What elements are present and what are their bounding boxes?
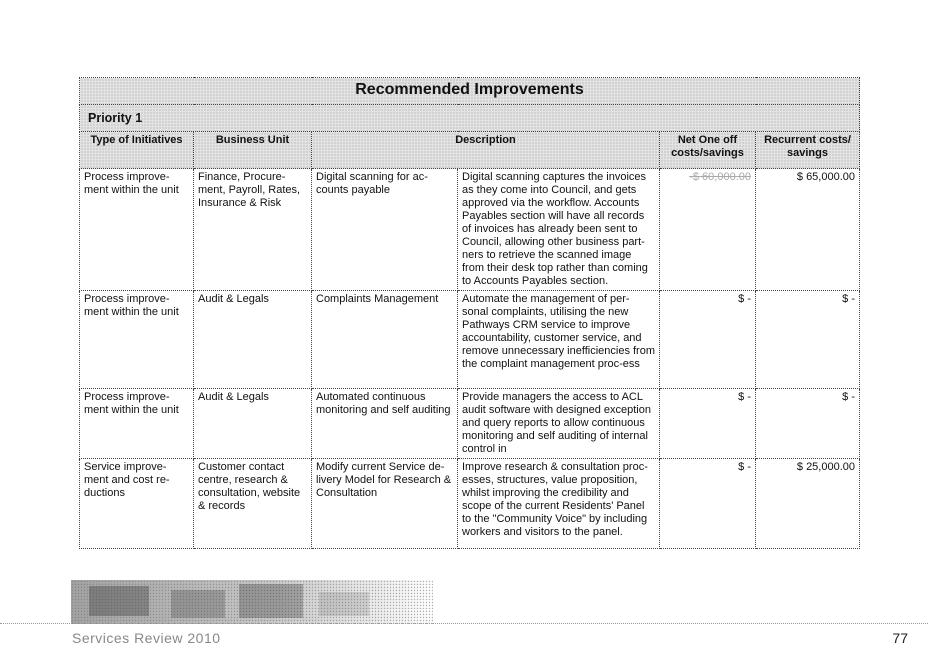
cell-detail: Improve research & consultation proc-esses, structures, value proposition, whilst improving the credibility and scope of the current Residents' Panel to the "Community Voice" by including workers and visitors to the panel. <box>458 459 660 549</box>
cell-type: Process improve-ment within the unit <box>80 389 194 459</box>
cell-net: $ - <box>660 459 756 549</box>
cell-unit: Audit & Legals <box>194 389 312 459</box>
cell-detail: Provide managers the access to ACL audit software with designed exception and query reports to allow continuous monitoring and self auditing of internal control in <box>458 389 660 459</box>
cell-type: Process improve-ment within the unit <box>80 169 194 291</box>
cell-net: $ - <box>660 291 756 389</box>
cell-unit: Finance, Procure-ment, Payroll, Rates, Insurance & Risk <box>194 169 312 291</box>
header-recurrent: Recurrent costs/ savings <box>756 132 860 169</box>
cell-recurrent: $ - <box>756 291 860 389</box>
header-description: Description <box>312 132 660 169</box>
table-row <box>80 459 860 549</box>
cell-unit: Customer contact centre, research & consultation, website & records <box>194 459 312 549</box>
table-row <box>80 291 860 389</box>
cell-net-wrap <box>660 169 756 291</box>
table-row <box>80 389 860 459</box>
cell-type: Service improve-ment and cost re-ductions <box>80 459 194 549</box>
improvements-table <box>79 77 860 549</box>
footer-photo-strip <box>71 580 433 624</box>
priority-label: Priority 1 <box>80 105 860 132</box>
cell-unit: Audit & Legals <box>194 291 312 389</box>
header-net: Net One off costs/savings <box>660 132 756 169</box>
cell-detail: Digital scanning captures the invoices as they come into Council, and gets approved via the workflow. Accounts Payables section will have all records of invoices has already been sent to Council, allowing other business part-ners to retrieve the scanned image from their desk top rather than coming to Accounts Payables section. <box>458 169 660 291</box>
cell-initiative: Modify current Service de-livery Model for Research & Consultation <box>312 459 458 549</box>
table-title: Recommended Improvements <box>80 78 860 105</box>
cell-net: $ - <box>660 389 756 459</box>
page-number: 77 <box>892 630 908 646</box>
cell-initiative: Complaints Management <box>312 291 458 389</box>
header-unit: Business Unit <box>194 132 312 169</box>
improvements-table-container <box>79 77 859 549</box>
table-row <box>80 169 860 291</box>
cell-initiative: Digital scanning for ac-counts payable <box>312 169 458 291</box>
cell-recurrent: $ 65,000.00 <box>756 169 860 291</box>
cell-recurrent: $ 25,000.00 <box>756 459 860 549</box>
footer-title: Services Review 2010 <box>72 630 221 646</box>
cell-detail: Automate the management of per-sonal complaints, utilising the new Pathways CRM service to improve accountability, customer service, and remove unnecessary inefficiencies from the complaint management proc-ess <box>458 291 660 389</box>
cell-net: -$ 60,000.00 <box>689 171 751 183</box>
cell-recurrent: $ - <box>756 389 860 459</box>
header-type: Type of Initiatives <box>80 132 194 169</box>
footer-divider <box>0 623 928 624</box>
cell-initiative: Automated continuous monitoring and self auditing <box>312 389 458 459</box>
cell-type: Process improve-ment within the unit <box>80 291 194 389</box>
